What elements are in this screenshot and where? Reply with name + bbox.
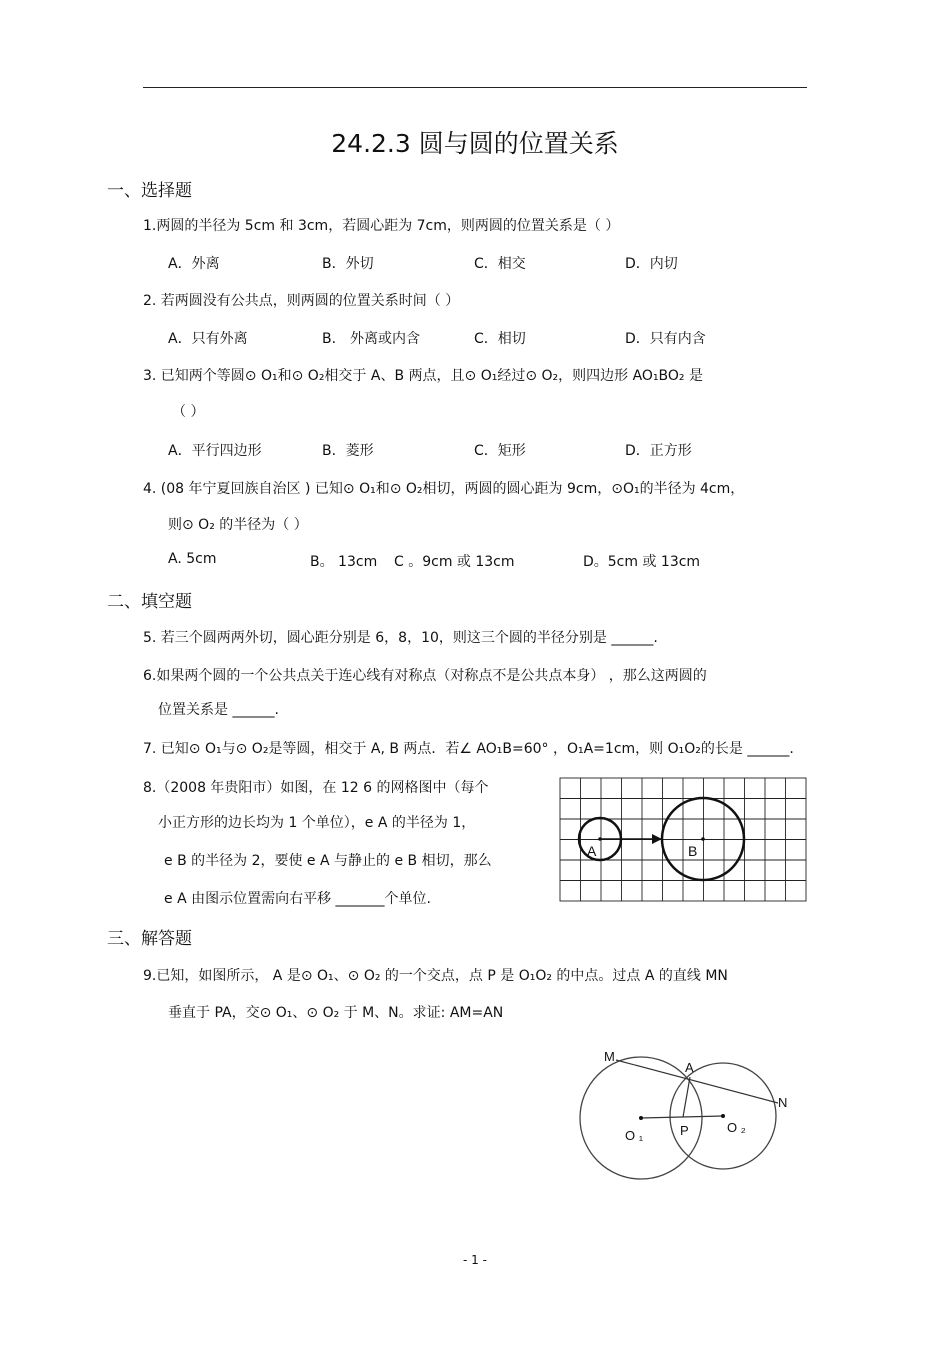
q3-option-c: C．矩形 xyxy=(474,443,526,459)
q4-option-c: C 。9cm 或 13cm xyxy=(394,554,515,570)
point-o1 xyxy=(639,1116,643,1120)
label-o2: O ₂ xyxy=(727,1120,746,1135)
label-o1: O ₁ xyxy=(625,1128,644,1143)
question-2: 2. 若两圆没有公共点，则两圆的位置关系时间（ ） xyxy=(143,293,460,309)
section-heading-choice: 一、选择题 xyxy=(107,181,192,201)
segment-pa xyxy=(683,1077,690,1117)
q3-option-b: B．菱形 xyxy=(322,443,374,459)
question-7: 7. 已知⊙ O₁与⊙ O₂是等圆，相交于 A, B 两点．若∠ AO₁B=60° ，O₁A=1cm，则 O₁O₂的长是 ______. xyxy=(143,741,794,757)
question-9-line1: 9.已知，如图所示， A 是⊙ O₁、⊙ O₂ 的一个交点，点 P 是 O₁O₂ 的中点。过点 A 的直线 MN xyxy=(143,968,728,984)
question-8-line3: e B 的半径为 2，要使 e A 与静止的 e B 相切，那么 xyxy=(164,853,492,869)
question-1: 1.两圆的半径为 5cm 和 3cm，若圆心距为 7cm，则两圆的位置关系是（ ） xyxy=(143,218,620,234)
label-a: A xyxy=(587,843,597,859)
question-4-line2: 则⊙ O₂ 的半径为（ ） xyxy=(168,517,308,533)
q2-option-b: B． 外离或内含 xyxy=(322,331,421,347)
point-o2 xyxy=(721,1114,725,1118)
question-9-line2: 垂直于 PA，交⊙ O₁、⊙ O₂ 于 M、N。求证: AM=AN xyxy=(168,1005,504,1021)
label-a: A xyxy=(685,1060,694,1075)
label-n: N xyxy=(778,1095,788,1110)
q1-option-b: B．外切 xyxy=(322,256,374,272)
section-heading-fill: 二、填空题 xyxy=(107,592,192,612)
q1-option-d: D．内切 xyxy=(625,256,678,272)
q1-option-c: C．相交 xyxy=(474,256,526,272)
q2-option-d: D．只有内含 xyxy=(625,331,706,347)
q2-option-a: A．只有外离 xyxy=(168,331,248,347)
grid-lines xyxy=(560,778,806,901)
question-6-line2: 位置关系是 ______. xyxy=(158,702,279,718)
question-5: 5. 若三个圆两两外切，圆心距分别是 6，8，10，则这三个圆的半径分别是 ______. xyxy=(143,630,658,646)
question-8-line1: 8.（2008 年贵阳市）如图，在 12 6 的网格图中（每个 xyxy=(143,780,489,796)
question-3-line1: 3. 已知两个等圆⊙ O₁和⊙ O₂相交于 A、B 两点，且⊙ O₁经过⊙ O₂，则四边形 AO₁BO₂ 是 xyxy=(143,368,703,384)
q4-option-b: B。 13cm xyxy=(310,554,378,570)
question-6-line1: 6.如果两个圆的一个公共点关于连心线有对称点（对称点不是公共点本身） ，那么这两圆的 xyxy=(143,668,707,684)
question-8-line4: e A 由图示位置需向右平移 _______个单位. xyxy=(164,891,431,907)
q4-option-d: D。5cm 或 13cm xyxy=(583,554,701,570)
q2-option-c: C．相切 xyxy=(474,331,526,347)
question-8-line2: 小正方形的边长均为 1 个单位），e A 的半径为 1， xyxy=(158,815,476,831)
line-o1o2 xyxy=(641,1116,723,1118)
q3-option-a: A．平行四边形 xyxy=(168,443,262,459)
line-mn xyxy=(616,1060,778,1103)
top-rule xyxy=(143,87,807,88)
center-b xyxy=(701,837,705,841)
page-title: 24.2.3 圆与圆的位置关系 xyxy=(331,129,619,158)
page-number: - 1 - xyxy=(463,1253,487,1267)
label-b: B xyxy=(688,843,698,859)
section-heading-solve: 三、解答题 xyxy=(107,929,192,949)
label-p: P xyxy=(680,1123,689,1138)
circles-figure xyxy=(570,1040,800,1190)
q4-option-a: A. 5cm xyxy=(168,551,217,567)
grid-figure xyxy=(558,776,808,903)
question-3-line2: （ ） xyxy=(172,404,205,420)
q3-option-d: D．正方形 xyxy=(625,443,692,459)
q1-option-a: A．外离 xyxy=(168,256,220,272)
arrow-head xyxy=(652,834,662,844)
question-4-line1: 4. (08 年宁夏回族自治区 ) 已知⊙ O₁和⊙ O₂相切，两圆的圆心距为 9cm，⊙O₁的半径为 4cm， xyxy=(143,481,745,497)
label-m: M xyxy=(604,1049,615,1064)
